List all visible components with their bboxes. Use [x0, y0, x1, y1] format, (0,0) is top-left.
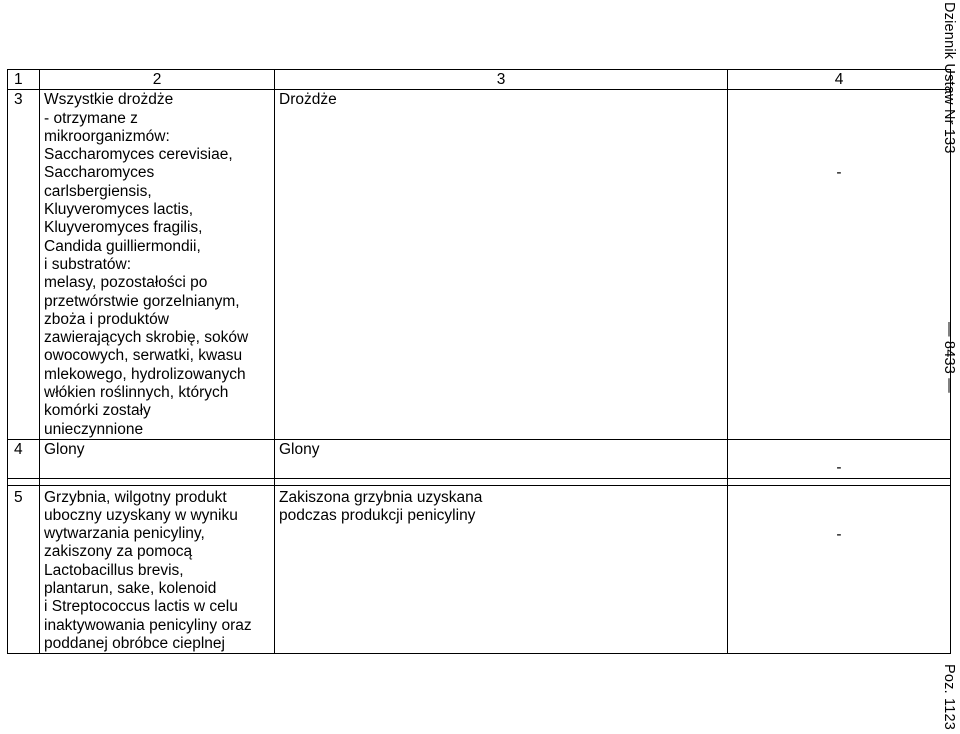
- remarks-value: -: [836, 459, 842, 477]
- material-name: Grzybnia, wilgotny produkt uboczny uzyskany w wyniku wytwarzania penicyliny, zakiszony za pomocą Lactobacillus brevis, plantarun, sake, kolenoid i Streptococcus lactis w celu inaktywowania penicyliny oraz poddanej obróbce cieplnej: [40, 485, 275, 654]
- material-category: Drożdże: [275, 90, 728, 440]
- table-row: [8, 439, 951, 478]
- feed-materials-table: [7, 69, 951, 654]
- row-number: 3: [8, 90, 40, 440]
- header-col-1: 1: [8, 70, 40, 90]
- position-number: Poz. 1123: [941, 663, 957, 730]
- table-row: [8, 485, 951, 654]
- row-spacer: [8, 478, 951, 485]
- row-number: 5: [8, 485, 40, 654]
- remarks-cell: [728, 485, 951, 654]
- page-number: — 8433 —: [941, 322, 957, 393]
- table-header-row: [8, 70, 951, 90]
- header-col-2: 2: [40, 70, 275, 90]
- table-row: [8, 90, 951, 440]
- remarks-value: -: [836, 525, 842, 543]
- material-name: Wszystkie drożdże - otrzymane z mikroorganizmów: Saccharomyces cerevisiae, Saccharomyces carlsbergiensis, Kluyveromyces lactis, Kluyveromyces fragilis, Candida guilliermondii, i substratów: melasy, pozostałości po przetwórstwie gorzelnianym, zboża i produktów zawierających skrobię, soków owocowych, serwatki, kwasu mlekowego, hydrolizowanych włókien roślinnych, których komórki zostały unieczynnione: [40, 90, 275, 440]
- material-name: Glony: [40, 439, 275, 478]
- header-col-4: 4: [728, 70, 951, 90]
- remarks-value: -: [836, 163, 842, 181]
- material-category: Glony: [275, 439, 728, 478]
- remarks-cell: [728, 439, 951, 478]
- header-col-3: 3: [275, 70, 728, 90]
- row-number: 4: [8, 439, 40, 478]
- material-category: Zakiszona grzybnia uzyskana podczas produkcji penicyliny: [275, 485, 728, 654]
- remarks-cell: [728, 90, 951, 440]
- journal-title: Dziennik Ustaw Nr 133: [941, 2, 957, 154]
